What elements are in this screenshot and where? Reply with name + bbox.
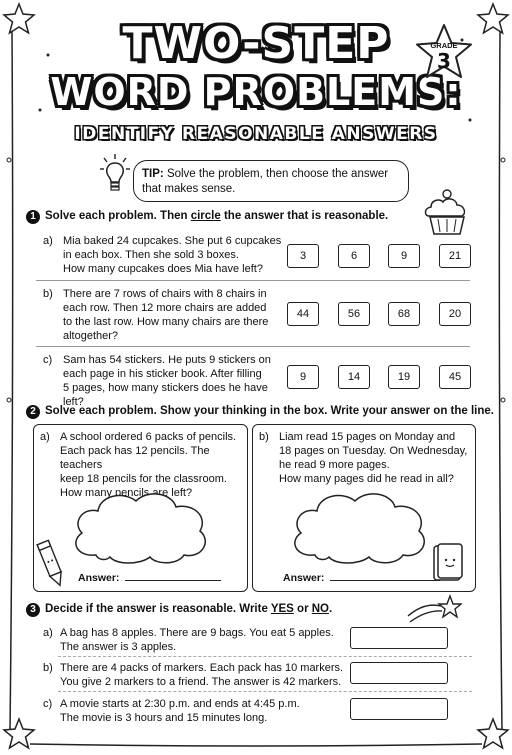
section-2-heading: Solve each problem. Show your thinking in the box. Write your answer on the line. <box>45 405 494 417</box>
thinking-cloud <box>285 485 435 567</box>
choice-box[interactable]: 20 <box>439 302 471 326</box>
grade-number: 3 <box>437 49 451 73</box>
s1-question-b: b) There are 7 rows of chairs with 8 chairs in each row. Then 12 more chairs are added to the last row. How many chairs are there altogether? <box>43 288 269 342</box>
choice-box[interactable]: 44 <box>287 302 319 326</box>
choice-box[interactable]: 68 <box>388 302 420 326</box>
work-box-b[interactable]: b) Liam read 15 pages on Monday and 18 pages on Tuesday. On Wednesday, he read 9 more pages. How many pages did he read in all? Answer: <box>252 424 476 592</box>
s1-question-c: c) Sam has 54 stickers. He puts 9 stickers on each page in his sticker book. After filling 5 pages, how many stickers does he have left? <box>43 354 271 408</box>
yes-no-answer-box[interactable] <box>350 662 448 684</box>
choice-box[interactable]: 3 <box>287 244 319 268</box>
work-box-a[interactable]: a) A school ordered 6 packs of pencils. Each pack has 12 pencils. The teachers keep 18 pencils for the classroom. How many pencils are left? Answer: <box>33 424 248 592</box>
choice-box[interactable]: 6 <box>338 244 370 268</box>
answer-label: Answer: <box>283 572 325 584</box>
divider <box>58 691 472 692</box>
section-2-number: 2 <box>26 405 40 419</box>
title-line-1: TWO-STEP <box>122 18 390 69</box>
choice-box[interactable]: 9 <box>388 244 420 268</box>
tip-label: TIP: <box>142 168 164 180</box>
shooting-star-icon <box>404 592 462 624</box>
choice-box[interactable]: 45 <box>439 365 471 389</box>
book-icon <box>430 542 466 584</box>
answer-line[interactable] <box>125 570 221 581</box>
divider <box>36 280 470 281</box>
thinking-cloud <box>66 485 216 567</box>
section-3-heading: Decide if the answer is reasonable. Write YES or NO. <box>45 603 333 615</box>
choice-box[interactable]: 19 <box>388 365 420 389</box>
divider <box>36 346 470 347</box>
answer-line[interactable] <box>330 570 440 581</box>
star-icon <box>476 717 510 751</box>
section-1-number: 1 <box>26 210 40 224</box>
grade-badge <box>412 22 476 86</box>
choice-box[interactable]: 21 <box>439 244 471 268</box>
lightbulb-icon <box>98 152 132 198</box>
tip-box <box>133 160 409 202</box>
yes-no-answer-box[interactable] <box>350 627 448 649</box>
section-1-heading: Solve each problem. Then circle the answer that is reasonable. <box>45 210 389 222</box>
cupcake-icon <box>420 186 474 240</box>
s1-question-a: a) Mia baked 24 cupcakes. She put 6 cupcakes in each box. Then she sold 3 boxes. How many cupcakes does Mia have left? <box>43 235 282 275</box>
grade-label: GRADE <box>430 41 458 50</box>
section-3-number: 3 <box>26 603 40 617</box>
star-icon <box>2 717 36 751</box>
yes-no-answer-box[interactable] <box>350 698 448 720</box>
pencil-icon <box>34 537 68 589</box>
title-line-2: WORD PROBLEMS: <box>50 70 462 114</box>
answer-label: Answer: <box>78 572 120 584</box>
tip-text: Solve the problem, then choose the answer that makes sense. <box>142 168 389 195</box>
choice-box[interactable]: 9 <box>287 365 319 389</box>
choice-box[interactable]: 14 <box>338 365 370 389</box>
divider <box>58 656 472 657</box>
choice-box[interactable]: 56 <box>338 302 370 326</box>
subtitle: IDENTIFY REASONABLE ANSWERS <box>74 124 438 144</box>
